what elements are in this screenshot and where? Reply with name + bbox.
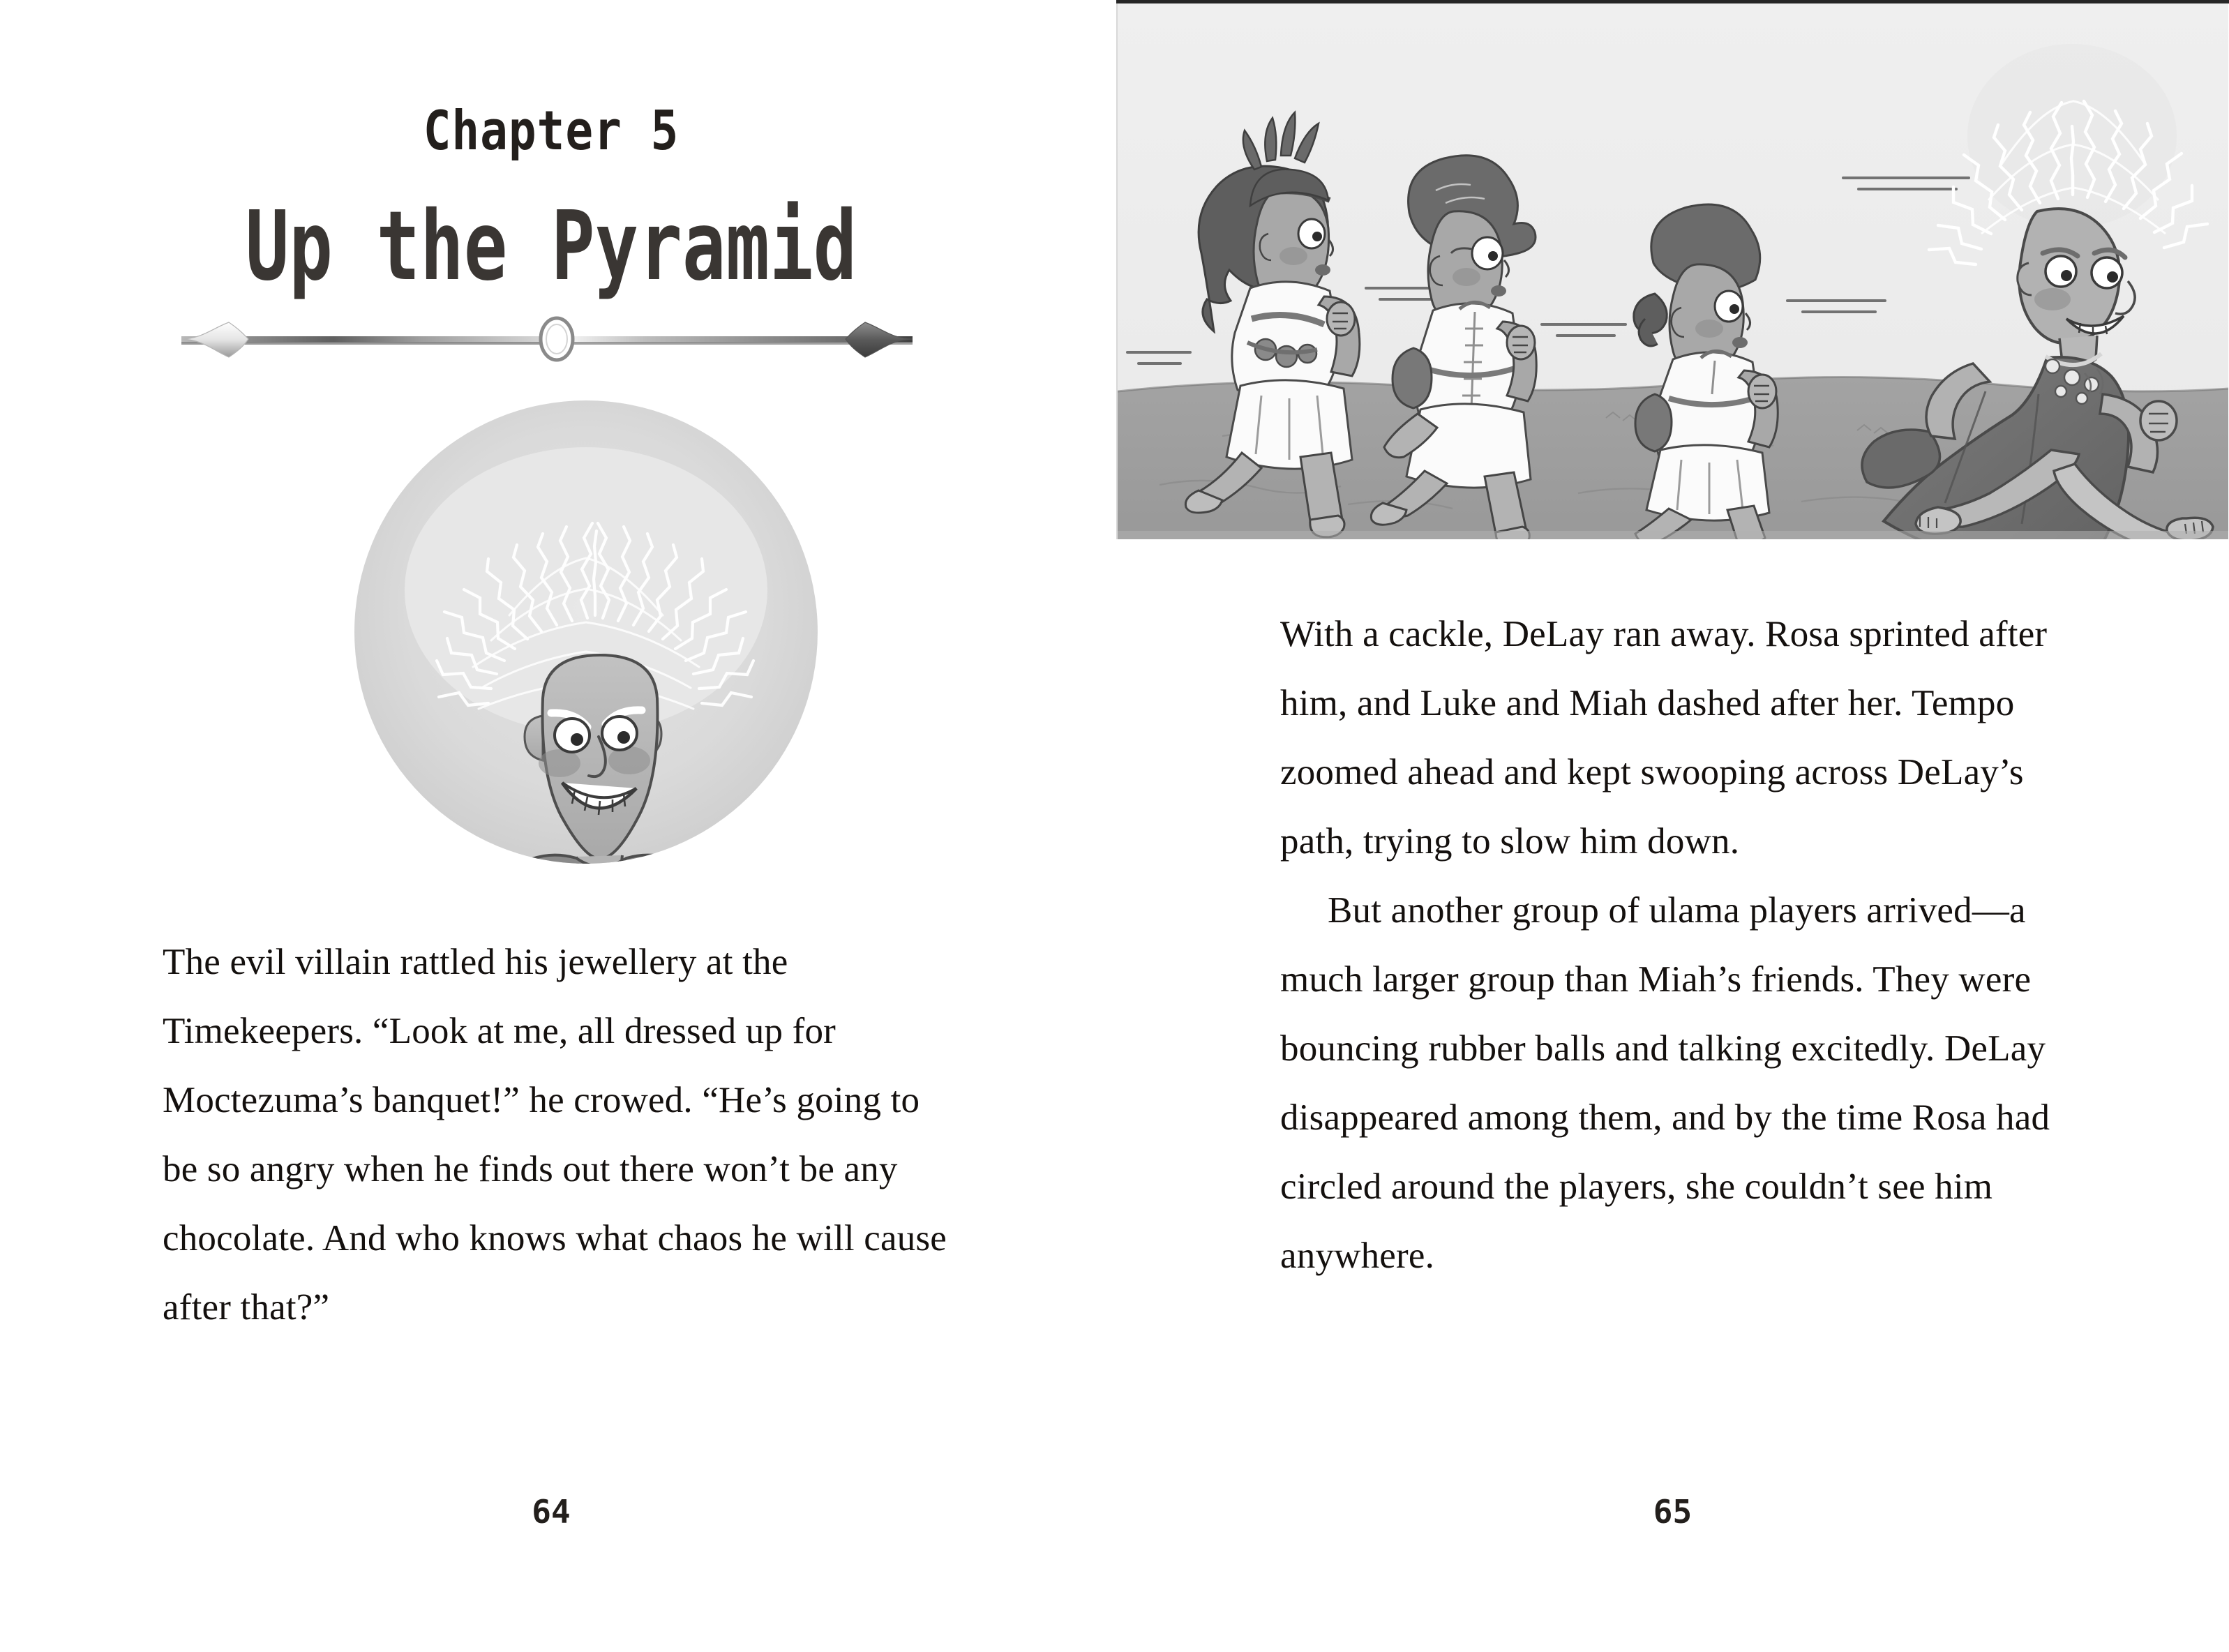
left-page-body <box>163 928 958 1342</box>
paragraph: With a cackle, DeLay ran away. Rosa sprinted after him, and Luke and Miah dashed after her. Tempo zoomed ahead and kept swooping across DeLay’s path, trying to slow him down. <box>1280 614 2048 862</box>
page-title: Up the Pyramid <box>245 190 857 303</box>
right-page-body <box>1280 600 2076 1291</box>
left-page <box>0 0 1102 1652</box>
chase-scene-illustration <box>1116 3 2228 539</box>
page-number-left: 64 <box>532 1493 571 1531</box>
page-number-right: 65 <box>1653 1493 1693 1531</box>
villain-portrait-roundel <box>342 388 830 876</box>
paragraph: But another group of ulama players arrived—a much larger group than Miah’s friends. They were bouncing rubber balls and talking excitedly. DeLay disappeared among them, and by the time Rosa had circled around the players, she couldn’t see him anywhere. <box>1280 890 2050 1276</box>
right-page <box>1116 0 2229 1652</box>
chapter-label: Chapter 5 <box>423 99 680 163</box>
ornament-divider <box>159 315 954 363</box>
paragraph: The evil villain rattled his jewellery at the Timekeepers. “Look at me, all dressed up for Moctezuma’s banquet!” he crowed. “He’s going to be so angry when he finds out there won’t be any chocolate. And who knows what chaos he will cause after that?” <box>163 942 947 1328</box>
